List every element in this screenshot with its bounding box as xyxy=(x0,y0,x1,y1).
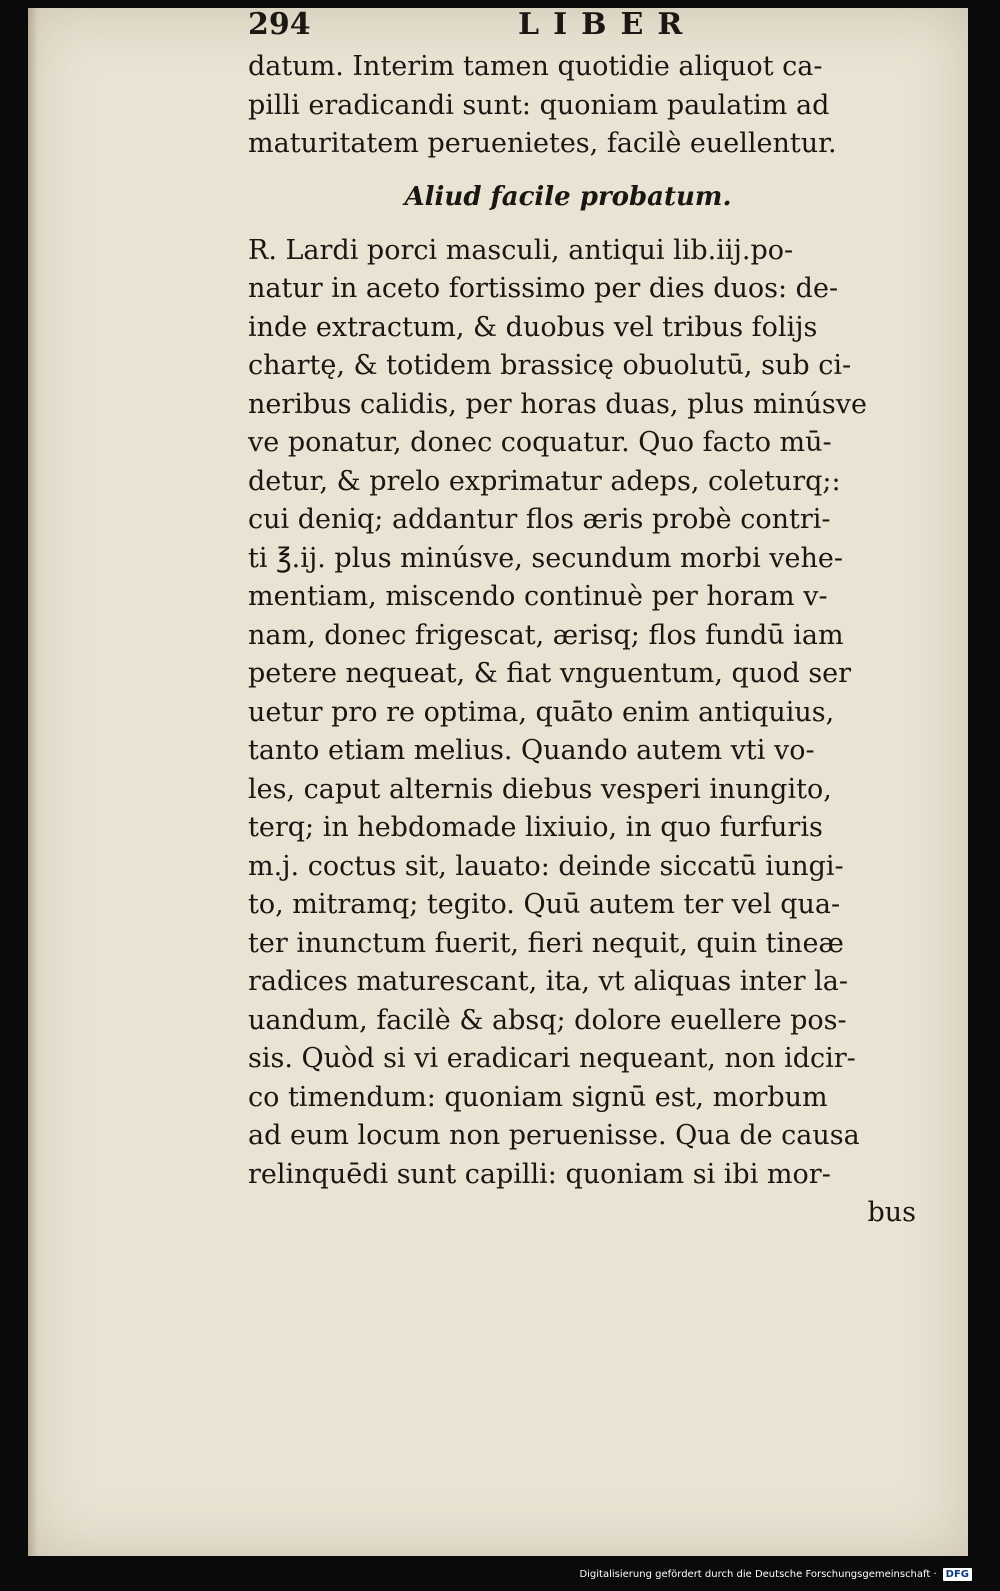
text-line: uandum, facilè & absq; dolore euellere pos- xyxy=(248,1004,847,1036)
text-line: pilli eradicandi sunt: quoniam paulatim ad xyxy=(248,89,830,121)
text-line: nam, donec frigescat, ærisq; flos fundū iam xyxy=(248,619,844,651)
text-line: R. Lardi porci masculi, antiqui lib.iij.po- xyxy=(248,234,794,266)
text-line: les, caput alternis diebus vesperi inungito, xyxy=(248,773,832,805)
dfg-logo-icon: DFG xyxy=(943,1568,972,1581)
text-line: to, mitramq; tegito. Quū autem ter vel qua- xyxy=(248,889,841,920)
catchword: bus xyxy=(867,1197,916,1228)
page-number: 294 xyxy=(248,7,311,42)
text-line: relinquēdi sunt capilli: quoniam si ibi mor- xyxy=(248,1158,831,1190)
text-line: mentiam, miscendo continuè per horam v- xyxy=(248,581,828,612)
text-line: maturitatem peruenietes, facilè euellentur. xyxy=(248,128,837,159)
text-line: radices maturescant, ita, vt aliquas inter la- xyxy=(248,966,848,997)
text-line: chartę, & totidem brassicę obuolutū, sub ci- xyxy=(248,350,852,381)
text-line: detur, & prelo exprimatur adeps, coleturq;: xyxy=(248,465,841,497)
text-line: uetur pro re optima, quāto enim antiquius, xyxy=(248,696,835,728)
text-line: ad eum locum non peruenisse. Qua de causa xyxy=(248,1120,860,1151)
text-line: neribus calidis, per horas duas, plus minúsve xyxy=(248,388,867,420)
text-line: co timendum: quoniam signū est, morbum xyxy=(248,1081,828,1113)
text-line: petere nequeat, & fiat vnguentum, quod ser xyxy=(248,658,852,689)
section-heading: Aliud facile probatum. xyxy=(404,181,732,212)
page-text xyxy=(248,48,928,1233)
text-line: datum. Interim tamen quotidie aliquot ca- xyxy=(248,51,823,82)
running-head: LIBER xyxy=(518,7,697,42)
credit-text: Digitalisierung gefördert durch die Deutsche Forschungsgemeinschaft · xyxy=(579,1568,937,1580)
page-header xyxy=(248,8,948,44)
text-line: ter inunctum fuerit, fieri nequit, quin tineæ xyxy=(248,927,844,959)
text-line: cui deniq; addantur flos æris probè contri- xyxy=(248,504,831,535)
text-line: terq; in hebdomade lixiuio, in quo furfuris xyxy=(248,812,823,843)
text-line: inde extractum, & duobus vel tribus folijs xyxy=(248,311,818,343)
text-line: ti ℥.ij. plus minúsve, secundum morbi vehe- xyxy=(248,542,844,574)
digitization-credit xyxy=(579,1565,972,1583)
page-binding-edge xyxy=(28,8,38,1556)
text-line: natur in aceto fortissimo per dies duos: de- xyxy=(248,273,839,304)
text-line: ve ponatur, donec coquatur. Quo facto mū- xyxy=(248,427,832,458)
text-line: sis. Quòd si vi eradicari nequeant, non idcir- xyxy=(248,1043,856,1074)
text-line: m.j. coctus sit, lauato: deinde siccatū iungi- xyxy=(248,850,844,882)
text-line: tanto etiam melius. Quando autem vti vo- xyxy=(248,735,815,766)
